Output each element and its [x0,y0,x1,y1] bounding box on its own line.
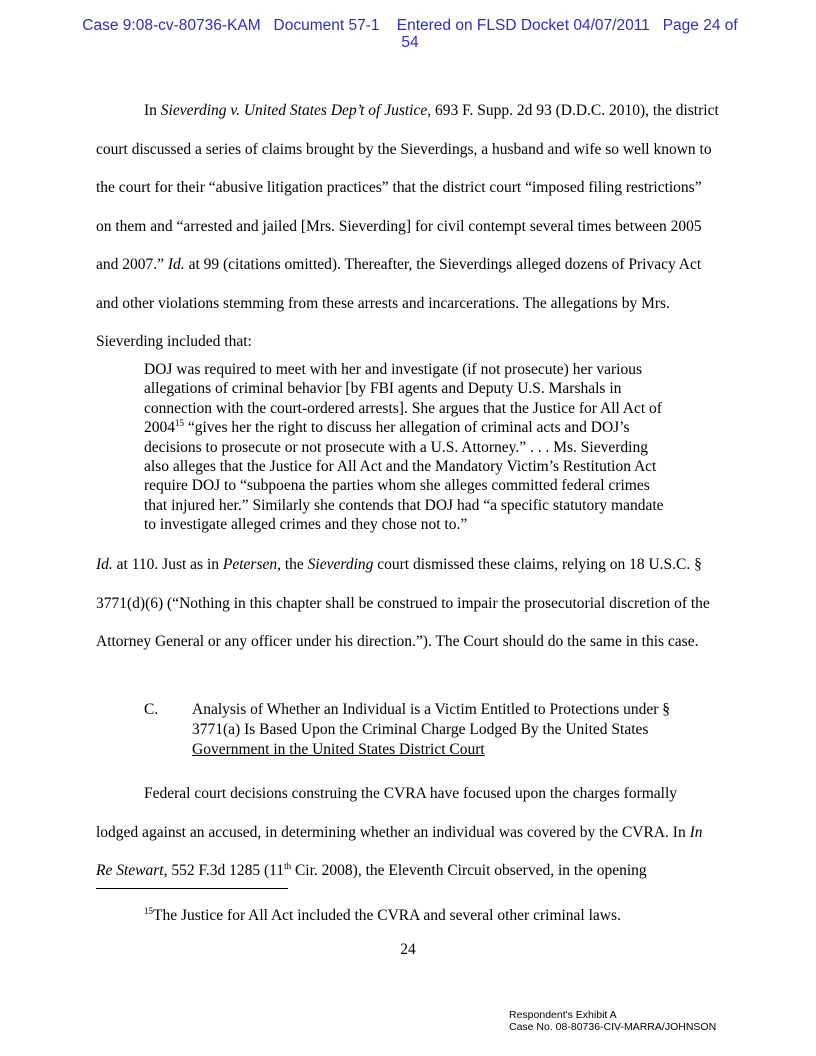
footnote-divider [96,888,288,889]
case-number: Case No. 08-80736-CIV-MARRA/JOHNSON [509,1021,717,1033]
docket-header-line-1: Case 9:08-cv-80736-KAM Document 57-1 Entered on FLSD Docket 04/07/2011 Page 24 of [82,17,738,34]
case-citation: Sieverding [307,556,374,573]
text-run: In [144,102,161,119]
text-run: , 693 F. Supp. 2d 93 (D.D.C. 2010), the district court discussed a series of claims brought by the Sieverdings, a husband and wife so well known to the court for their “abusive litigation practices” that the district court “imposed filing restrictions” on them and “arrested and jailed [Mrs. Sieverding] for civil contempt several times between 2005 and 2007.” [96,102,719,273]
exhibit-stamp [509,1009,716,1033]
section-letter: C. [144,701,159,718]
footnote-reference: 15 [175,418,184,429]
text-run: “gives her the right to discuss her allegation of criminal acts and DOJ’s decisions to prosecute or not prosecute with a U.S. Attorney.” . . . Ms. Sieverding also alleges that the Justice for All Act and the Mandatory Victim’s Restitution Act require DOJ to “subpoena the parties whom she alleges committed federal crimes that injured her.” Similarly she contends that DOJ had “a specific statutory mandate to investigate alleged crimes and they chose not to.” [144,419,664,534]
case-citation: In Re Stewart [96,823,703,879]
section-heading [144,700,684,760]
text-run: DOJ was required to meet with her and investigate (if not prosecute) her various allegations of criminal behavior [by FBI agents and Deputy U.S. Marshals in connection with the court-ordered arrests]. She argues that the Justice for All Act of 2004 [144,361,662,437]
id-citation: Id. [96,556,113,573]
ordinal-suffix: th [284,860,292,871]
text-run: Federal court decisions construing the CVRA have focused upon the charges formally lodged against an accused, in determining whether an individual was covered by the CVRA. In [96,785,690,841]
id-citation: Id. [167,256,185,273]
docket-header [40,17,780,51]
page-number: 24 [400,941,416,958]
text-run: at 99 (citations omitted). Thereafter, the Sieverdings alleged dozens of Privacy Act and other violations stemming from these arrests and incarcerations. The allegations by Mrs. Sieverding included that: [96,256,702,350]
footnote-number: 15 [144,905,153,916]
case-citation: Petersen [222,556,278,573]
paragraph-sieverding [96,92,720,362]
paragraph-cvra [96,775,720,891]
case-citation: Sieverding v. United States Dep’t of Justice [160,102,428,119]
text-run: Cir. 2008), the Eleventh Circuit observed, in the opening [291,862,647,879]
footnote [144,906,720,925]
text-run: court dismissed these claims, relying on 18 U.S.C. § 3771(d)(6) (“Nothing in this chapter shall be construed to impair the prosecutorial discretion of the Attorney General or any officer under his direction.”). The Court should do the same in this case. [96,556,710,650]
block-quote [144,360,674,535]
underlined-text: Government in the United States District Court [192,741,485,758]
footnote-text: The Justice for All Act included the CVRA and several other criminal laws. [153,907,621,924]
text-run: , the [277,556,308,573]
text-run: , 552 F.3d 1285 (11 [163,862,285,879]
text-run: at 110. Just as in [112,556,223,573]
exhibit-label: Respondent's Exhibit A [509,1009,617,1021]
docket-header-line-2: 54 [401,34,419,51]
section-heading-text [192,700,684,760]
paragraph-dismissal [96,546,720,662]
text-run: Analysis of Whether an Individual is a Victim Entitled to Protections under § 3771(a) Is Based Upon the Criminal Charge Lodged By the United States [192,701,671,738]
